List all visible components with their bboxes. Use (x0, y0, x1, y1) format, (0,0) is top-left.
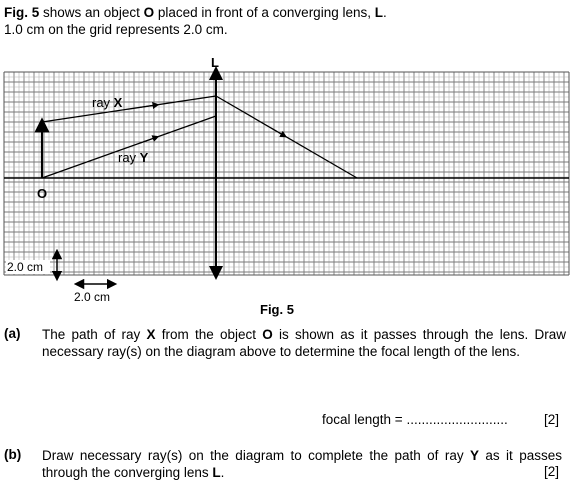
question-a-text: The path of ray X from the object O is shown as it passes through the lens. Draw necessary ray(s) on the diagram above to determine the focal length of the lens. (42, 327, 567, 359)
question-b-marks: [2] (544, 464, 560, 479)
focal-length-answer-line[interactable] (322, 412, 508, 427)
intro-line-2: 1.0 cm on the grid represents 2.0 cm. (4, 22, 228, 37)
intro-text-1: shows an object (39, 5, 144, 20)
fig-5-diagram (0, 55, 572, 317)
object-label: O (37, 186, 48, 201)
intro-lens-ref: L (374, 5, 383, 20)
lens-label: L (211, 55, 219, 70)
grid (4, 72, 569, 275)
question-b-text: Draw necessary ray(s) on the diagram to complete the path of ray Y as it passes through the converging lens L. (42, 448, 562, 480)
ray-y-label: ray Y (118, 150, 149, 165)
intro-line-1 (4, 5, 387, 20)
intro-object-ref: O (143, 5, 155, 20)
intro-fig-ref: Fig. 5 (4, 5, 40, 20)
horizontal-scale-label: 2.0 cm (74, 290, 111, 304)
focal-length-dots[interactable]: ........................... (406, 412, 508, 427)
ray-x-label: ray X (92, 95, 123, 110)
focal-length-label: focal length = (322, 412, 407, 427)
figure-caption: Fig. 5 (260, 302, 294, 317)
intro-text-2: placed in front of a converging lens, (154, 5, 375, 20)
question-a-marks: [2] (544, 412, 560, 427)
vertical-scale-label: 2.0 cm (7, 260, 44, 274)
question-b-label: (b) (4, 447, 22, 462)
question-a-label: (a) (4, 326, 21, 341)
intro-text-3: . (382, 5, 387, 20)
